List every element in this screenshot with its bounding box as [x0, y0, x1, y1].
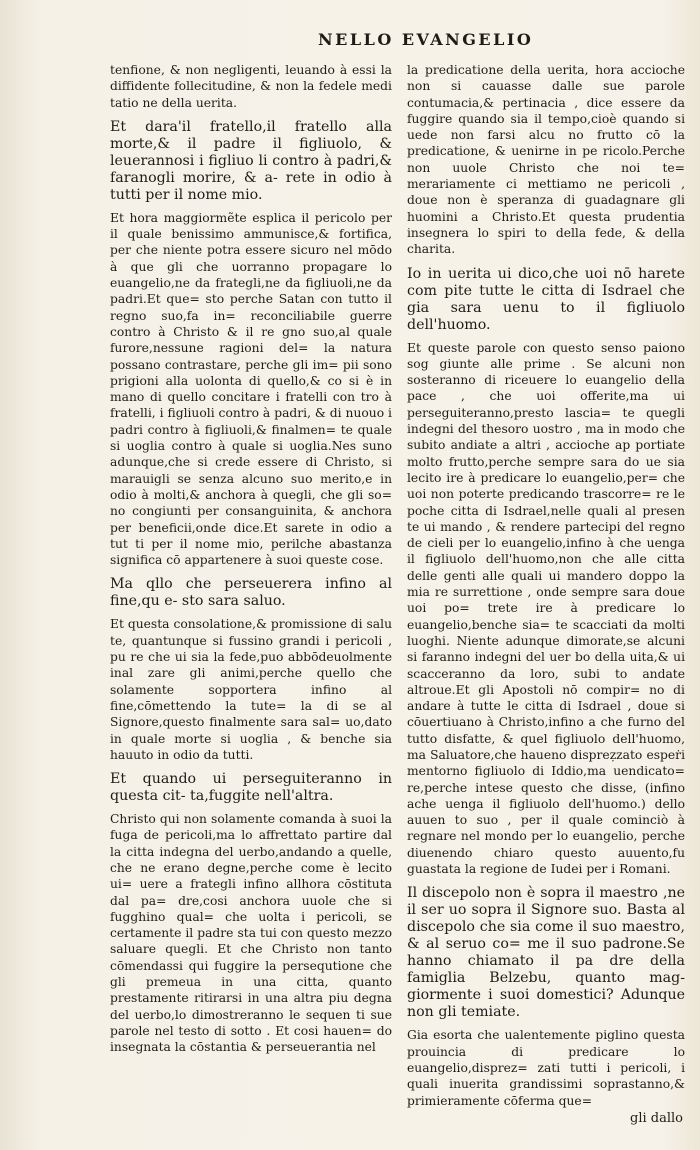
- commentary-paragraph: Et queste parole con questo senso paiono sog giunte alle prime . Se alcuni non sosteranno di riceuere lo euangelio della pace , che uoi offerite,ma ui perseguiteranno,presto lascia= te quegli indegni del thesoro uostro , ma in modo che subito andiate a altri , accioche ap portiate molto frutto,perche sempre sara do ue sia lecito ire à predicare lo euangelio,per= che uoi non poterte predicando trascorre= re le poche citta di Isdrael,nelle quali al presen te ui mando , & rendere partecipi del regno de cieli per lo euangelio,infino à che uenga il figliuolo dell'huomo,non che alle citta delle genti alle quali ui mandero doppo la mia re surrettione , onde sempre sara doue uoi po= trete ire à predicare lo euangelio,benche sia= te scacciati da molti luoghi. Niente adunque dimorate,se alcuni si faranno indegni del uer bo della uita,& ui scacceranno da loro, subi to andate altroue.Et gli Apostoli nō compir= no di andare à tutte le citta di Isdrael , doue si cōuertiuano à Christo,infino a che furno del tutto disfatte, & quel figliuolo dell'huomo, ma Saluatore,che haueno dispreẓzato espeṙi mentorno figliuolo di Iddio,ma uendicato= re,perche intese questo che disse, (infino ache uenga il figliuolo dell'huomo.) dello auuen to suo , per il quale cominciò à regnare nel mondo per lo euangelio, perche diuenendo chiaro questo auuento,fu guastata la regione de Iudei per i Romani.: [407, 340, 685, 877]
- right-column: [407, 62, 685, 1127]
- commentary-paragraph: Et hora maggiormẽte esplica il pericolo per il quale benissimo ammunisce,& fortifica, per che niente potra essere sicuro nel mōdo à que gli che uorranno propagare lo euangelio,ne da frategli,ne da figliuoli,ne da padri.Et que= sto perche Satan con tutto il regno suo,fa in= reconciliabile guerre contro à Christo & il re gno suo,al quale furore,nessune ragioni del= la natura possano contrastare, perche gli im= pii sono prigioni alla uolonta di quello,& co si è in mano di quello concitare i fratelli con tro à fratelli, i figliuoli contro à padri, & di nuouo i padri contro à figliuoli,& finalmen= te quale si uoglia contro à quale si uoglia.Nes suno adunque,che si crede essere di Christo, si marauigli se senza alcuno suo merito,e in odio à molti,& anchora à quegli, che gli so= no congiunti per consanguinita, & anchora per beneficii,onde dice.Et sarete in odio a tut ti per il nome mio, perilche abastanza significa cō appartenere à suoi queste cose.: [110, 210, 392, 568]
- running-header: NELLO EVANGELIO: [318, 30, 534, 49]
- commentary-paragraph: Christo qui non solamente comanda à suoi la fuga de pericoli,ma lo affrettato partire dal la citta indegna del uerbo,andando a quelle, che ne erano degne,perche come è lecito ui= uere a frategli infino allhora cōstituta dal pa= dre,cosi anchora uuole che si fugghino qual= che uolta i pericoli, se certamente il padre sta tui con questo mezzo saluare quegli. Et che Christo non tanto cōmendassi qui fuggire la persequtione che gli premeua in una citta, quanto prestamente ritirarsi in una altra piu degna del uerbo,lo dimostreranno le sequen ti sue parole nel testo di sotto . Et cosi hauen= do insegnata la cōstantia & perseuerantia nel: [110, 812, 392, 1055]
- commentary-paragraph: la predicatione della uerita, hora accioche non si cauasse dalle sue parole contumacia,& pertinacia , dice essere da fuggire quando sia il tempo,cioè quando si uede non farsi alcu no frutto cō la predicatione, & uenirne in pe ricolo.Perche non uuole Christo che noi te= merariamente ci mettiamo ne pericoli , doue non è speranza di guadagnare gli huomini a Christo.Et questa prudentia insegnera lo spiri to della fede, & della charita.: [407, 63, 685, 257]
- scripture-quote: Il discepolo non è sopra il maestro ,ne il ser uo sopra il Signore suo. Basta al discepolo che sia come il suo maestro, & al seruo co= me il suo padrone.Se hanno chiamato il pa dre della famiglia Belzebu, quanto mag- giormente i suoi domestici? Adunque non gli temiate.: [407, 885, 685, 1021]
- commentary-paragraph: tenfione, & non negligenti, leuando à essi la diffidente follecitudine, & non la fedele medi tatio ne della uerita.: [110, 63, 392, 110]
- scripture-quote: Et dara'il fratello,il fratello alla morte,& il padre il figliuolo, & leuerannosi i figliuo li contro à padri,& faranogli morire, & a- rete in odio à tutti per il nome mio.: [110, 118, 392, 203]
- scripture-quote: Io in uerita ui dico,che uoi nō harete com pite tutte le citta di Isdrael che gia sara uenu to il figliuolo dell'huomo.: [407, 265, 685, 333]
- catchword: gli dallo: [630, 1110, 683, 1126]
- scripture-quote: Ma qllo che perseuerera infino al fine,qu e- sto sara saluo.: [110, 576, 392, 610]
- commentary-paragraph: Et questa consolatione,& promissione di salu te, quantunque si fussino grandi i pericoli , pu re che ui sia la fede,puo abbōdeuolmente inal zare gli animi,perche quello che solamente sopportera infino al fine,cōmettendo la tute= la di se al Signore,questo finalmente sara sal= uo,dato in quale morte si uoglia , & benche sia hauuto in odio da tutti.: [110, 617, 392, 762]
- left-column: [110, 62, 392, 1060]
- commentary-paragraph: Gia esorta che ualentemente piglino questa prouincia di predicare lo euangelio,disprez= zati tutti i pericoli, i quali inuerita grandissimi soprastanno,& primieramente cōferma que=: [407, 1028, 685, 1108]
- scripture-quote: Et quando ui perseguiteranno in questa cit- ta,fuggite nell'altra.: [110, 771, 392, 805]
